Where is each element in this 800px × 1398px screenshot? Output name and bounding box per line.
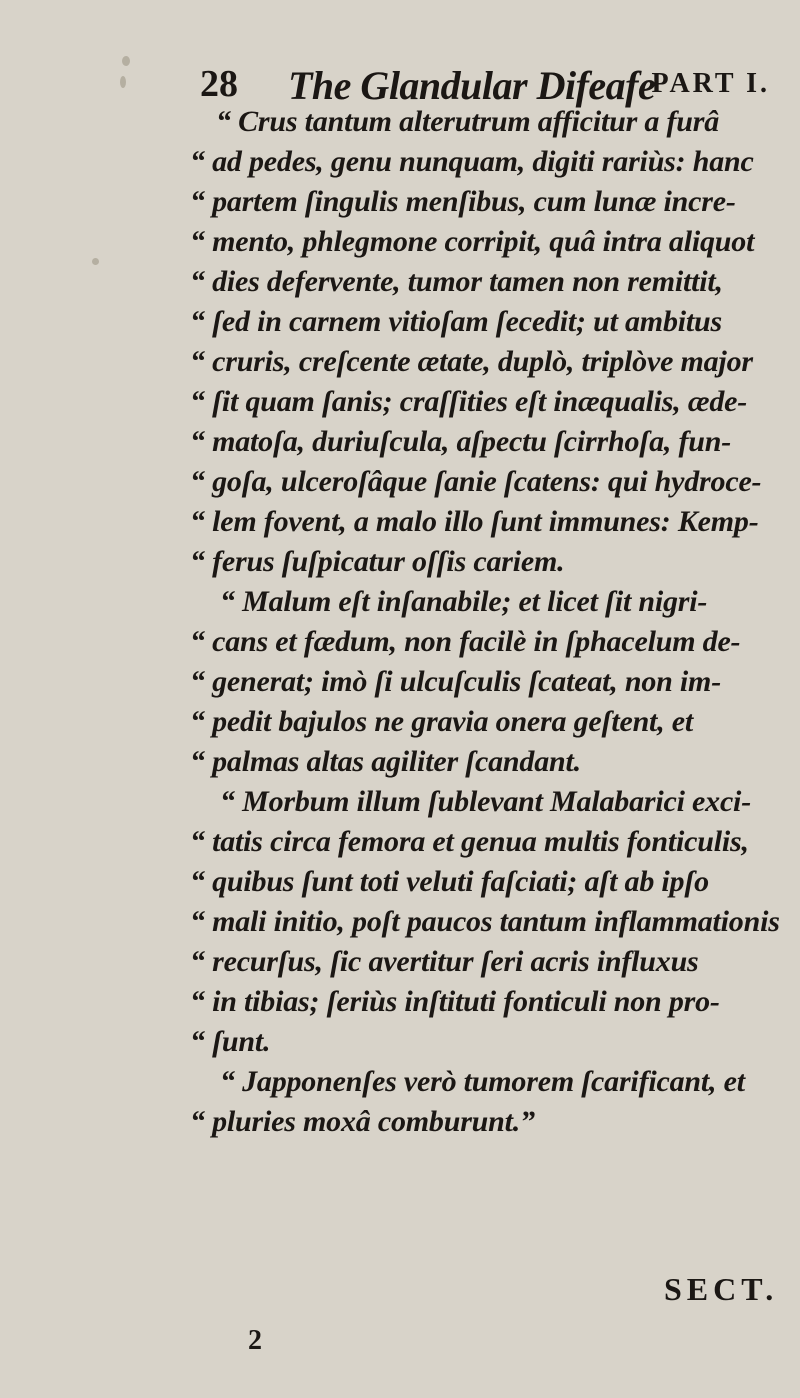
text-line: “ mali initio, poſt paucos tantum inflammationis — [190, 905, 780, 938]
signature-mark: 2 — [248, 1325, 262, 1356]
text-line: “ pedit bajulos ne gravia onera geſtent, et — [190, 705, 694, 738]
text-line: “ ad pedes, genu nunquam, digiti rariùs: hanc — [190, 145, 754, 178]
text-line: “ lem fovent, a malo illo ſunt immunes: Kemp- — [190, 505, 759, 538]
catchword: SECT. — [664, 1271, 779, 1307]
text-line: “ pluries moxâ comburunt.” — [190, 1105, 535, 1138]
text-line: “ ſunt. — [190, 1025, 271, 1058]
running-title: The Glandular Difeafe — [288, 63, 656, 108]
text-line: “ partem ſingulis menſibus, cum lunæ incre- — [190, 185, 736, 218]
text-line: “ recurſus, ſic avertitur ſeri acris influxus — [190, 945, 699, 978]
text-line: “ Morbum illum ſublevant Malabarici exci- — [220, 785, 751, 818]
text-line: “ ſit quam ſanis; craſſities eſt inæqualis, æde- — [190, 385, 748, 418]
text-line: “ Japponenſes verò tumorem ſcarificant, et — [220, 1065, 745, 1098]
text-line: “ ferus ſuſpicatur oſſis cariem. — [190, 545, 565, 578]
foxing-spot — [92, 258, 99, 265]
text-line: “ ſed in carnem vitioſam ſecedit; ut ambitus — [190, 305, 722, 338]
main-text — [190, 102, 790, 1142]
text-line: “ dies defervente, tumor tamen non remittit, — [190, 265, 723, 298]
foxing-spot — [122, 56, 130, 66]
text-line: “ cans et fædum, non facilè in ſphacelum de- — [190, 625, 741, 658]
text-line: “ Malum eſt inſanabile; et licet ſit nigri- — [220, 585, 708, 618]
text-line: “ mento, phlegmone corripit, quâ intra aliquot — [190, 225, 755, 258]
text-line: “ matoſa, duriuſcula, aſpectu ſcirrhoſa, fun- — [190, 425, 732, 458]
text-line: “ Crus tantum alterutrum afficitur a furâ — [216, 105, 720, 138]
text-line: “ goſa, ulceroſâque ſanie ſcatens: qui hydroce- — [190, 465, 762, 498]
text-line: “ tatis circa femora et genua multis fonticulis, — [190, 825, 749, 858]
page-number: 28 — [200, 63, 238, 105]
text-line: “ generat; imò ſi ulcuſculis ſcateat, non im- — [190, 665, 721, 698]
part-label: PART I. — [651, 68, 770, 99]
text-line: “ in tibias; ſeriùs inſtituti fonticuli non pro- — [190, 985, 720, 1018]
foxing-spot — [120, 76, 126, 88]
text-line: “ palmas altas agiliter ſcandant. — [190, 745, 581, 778]
text-line: “ cruris, creſcente ætate, duplò, triplòve major — [190, 345, 753, 378]
text-line: “ quibus ſunt toti veluti faſciati; aſt ab ipſo — [190, 865, 709, 898]
